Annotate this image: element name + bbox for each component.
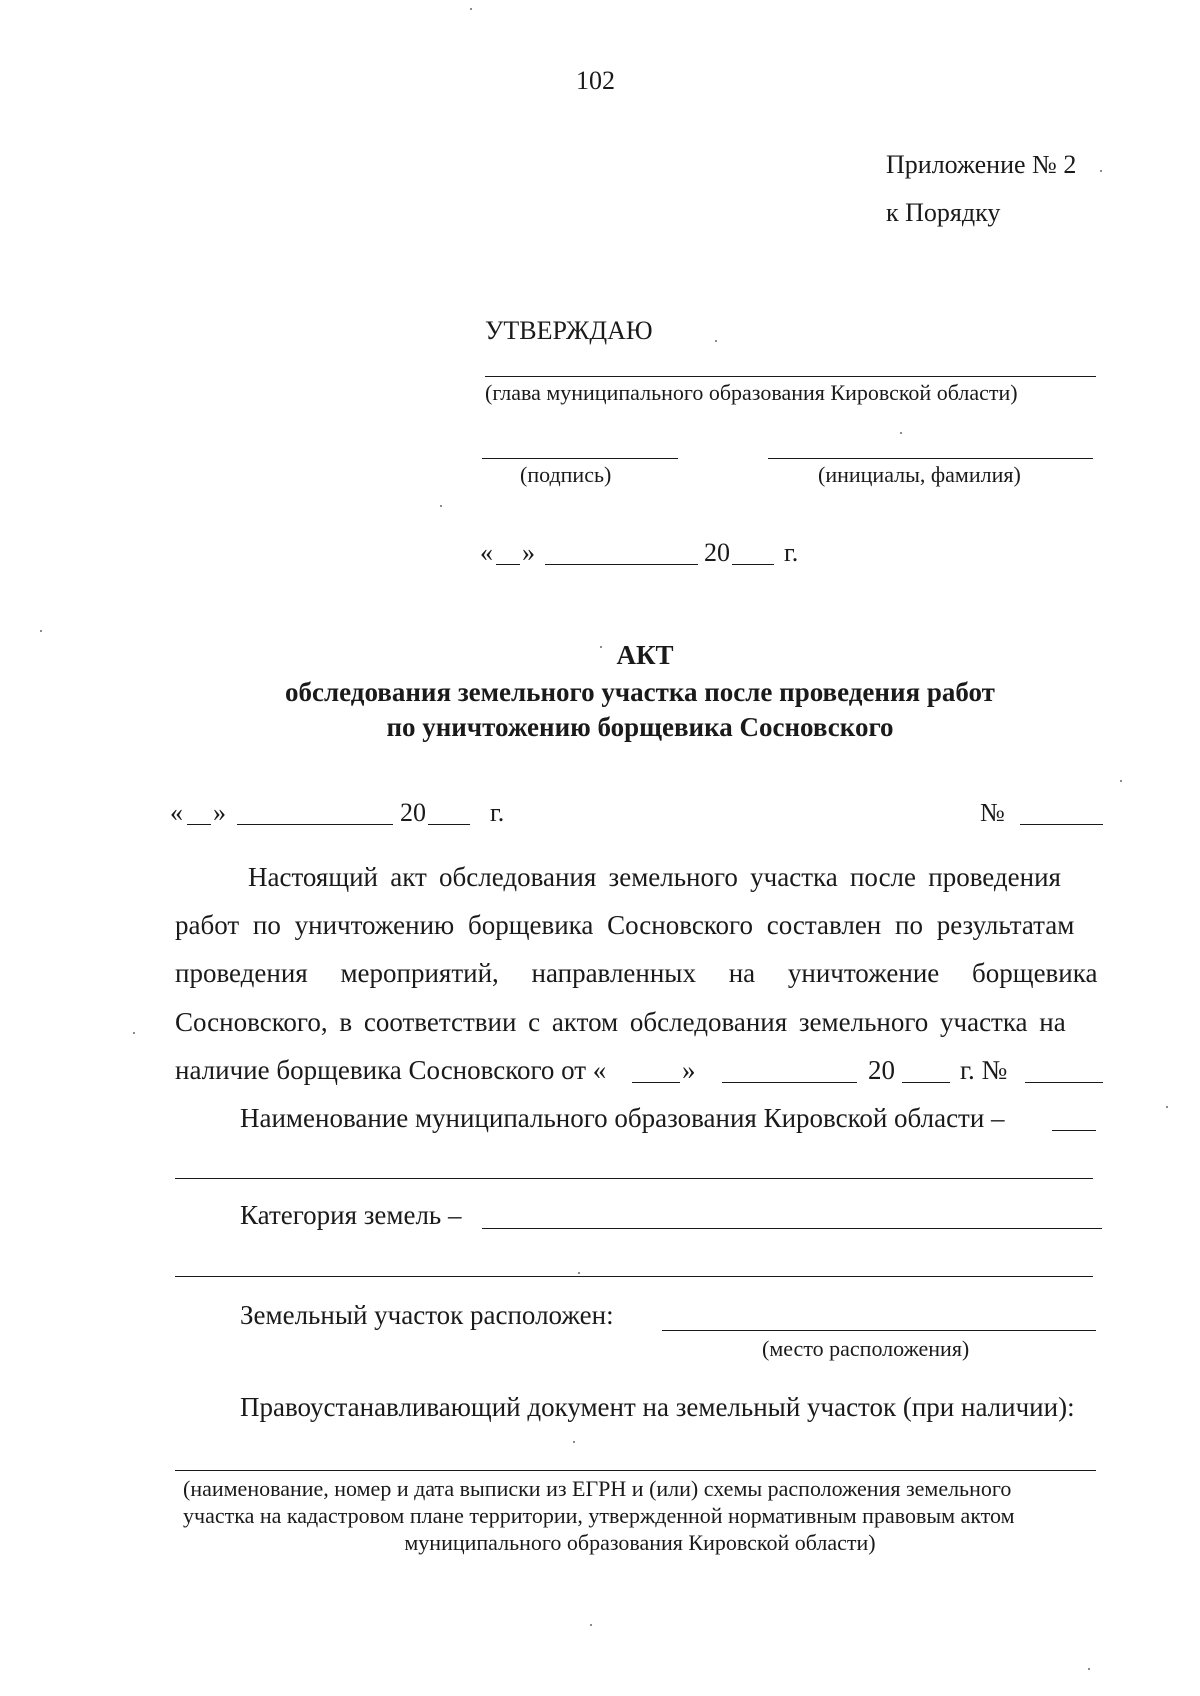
approval-title: УТВЕРЖДАЮ (485, 316, 653, 345)
municipality-line-2 (175, 1178, 1093, 1179)
scan-speck (1120, 780, 1122, 782)
approval-year-line (732, 564, 774, 565)
scan-speck (40, 630, 42, 632)
approval-date-close: » (522, 538, 535, 567)
title-document-caption-3: муниципального образования Кировской области) (404, 1530, 876, 1555)
scan-speck (715, 340, 717, 342)
title-document-label: Правоустанавливающий документ на земельный участок (при наличии): (240, 1392, 1075, 1422)
paragraph-line-3: проведения мероприятий, направленных на уничтожение борщевика (175, 958, 1098, 988)
approval-year-prefix: 20 (704, 538, 730, 567)
paragraph-line-1: Настоящий акт обследования земельного участка после проведения (248, 862, 1061, 892)
approval-date-open: « (480, 538, 493, 567)
act-number-line (1020, 824, 1103, 825)
scan-speck (470, 8, 472, 10)
scan-speck (600, 646, 602, 648)
survey-year-prefix: 20 (868, 1055, 895, 1085)
location-caption: (место расположения) (762, 1336, 970, 1361)
signature-caption: (подпись) (520, 462, 612, 487)
municipality-label: Наименование муниципального образования Кировской области – (240, 1103, 1005, 1133)
scan-speck (440, 505, 442, 507)
scan-speck (1100, 170, 1102, 172)
location-line (662, 1330, 1096, 1331)
scan-speck (590, 1624, 592, 1626)
location-label: Земельный участок расположен: (240, 1300, 614, 1330)
act-title: АКТ (616, 640, 674, 670)
name-line (768, 458, 1093, 459)
scan-speck (578, 1272, 580, 1274)
scan-speck (900, 432, 902, 434)
land-category-line-1 (482, 1228, 1102, 1229)
appendix-label: Приложение № 2 (886, 150, 1077, 179)
approval-month-line (545, 564, 698, 565)
land-category-label: Категория земель – (240, 1200, 462, 1230)
survey-day-line (632, 1082, 680, 1083)
signature-line (482, 458, 678, 459)
survey-number-label: г. № (960, 1055, 1008, 1085)
act-number-label: № (980, 798, 1005, 827)
act-date-close: » (213, 798, 226, 827)
survey-month-line (722, 1082, 857, 1083)
name-caption: (инициалы, фамилия) (818, 462, 1021, 487)
page-number: 102 (576, 66, 615, 95)
title-document-line (175, 1470, 1096, 1471)
scan-speck (1166, 1106, 1168, 1108)
scan-speck (133, 1032, 135, 1034)
act-year-line (428, 824, 470, 825)
survey-year-line (902, 1082, 950, 1083)
title-document-caption-2: участка на кадастровом плане территории, утвержденной нормативным правовым актом (183, 1503, 1015, 1528)
title-document-caption-1: (наименование, номер и дата выписки из ЕГРН и (или) схемы расположения земельного (183, 1476, 1012, 1501)
act-month-line (237, 824, 393, 825)
act-year-suffix: г. (490, 798, 505, 827)
survey-date-close: » (682, 1055, 696, 1085)
paragraph-line-2: работ по уничтожению борщевика Сосновского составлен по результатам (175, 910, 1075, 940)
act-day-line (187, 824, 211, 825)
appendix-reference: к Порядку (886, 198, 1001, 227)
scan-speck (573, 1441, 575, 1443)
paragraph-line-4: Сосновского, в соответствии с актом обследования земельного участка на (175, 1007, 1066, 1037)
head-signature-line (485, 376, 1096, 377)
municipality-line-1 (1052, 1130, 1096, 1131)
land-category-line-2 (175, 1276, 1093, 1277)
survey-number-line (1025, 1082, 1103, 1083)
act-subtitle-2: по уничтожению борщевика Сосновского (386, 712, 894, 742)
approval-day-line (496, 564, 520, 565)
scan-speck (1088, 1668, 1090, 1670)
approval-year-suffix: г. (784, 538, 799, 567)
act-year-prefix: 20 (400, 798, 426, 827)
head-caption: (глава муниципального образования Кировской области) (485, 380, 1018, 405)
survey-ref-text: наличие борщевика Сосновского от « (175, 1055, 607, 1085)
act-date-open: « (170, 798, 183, 827)
act-subtitle-1: обследования земельного участка после проведения работ (285, 677, 995, 707)
